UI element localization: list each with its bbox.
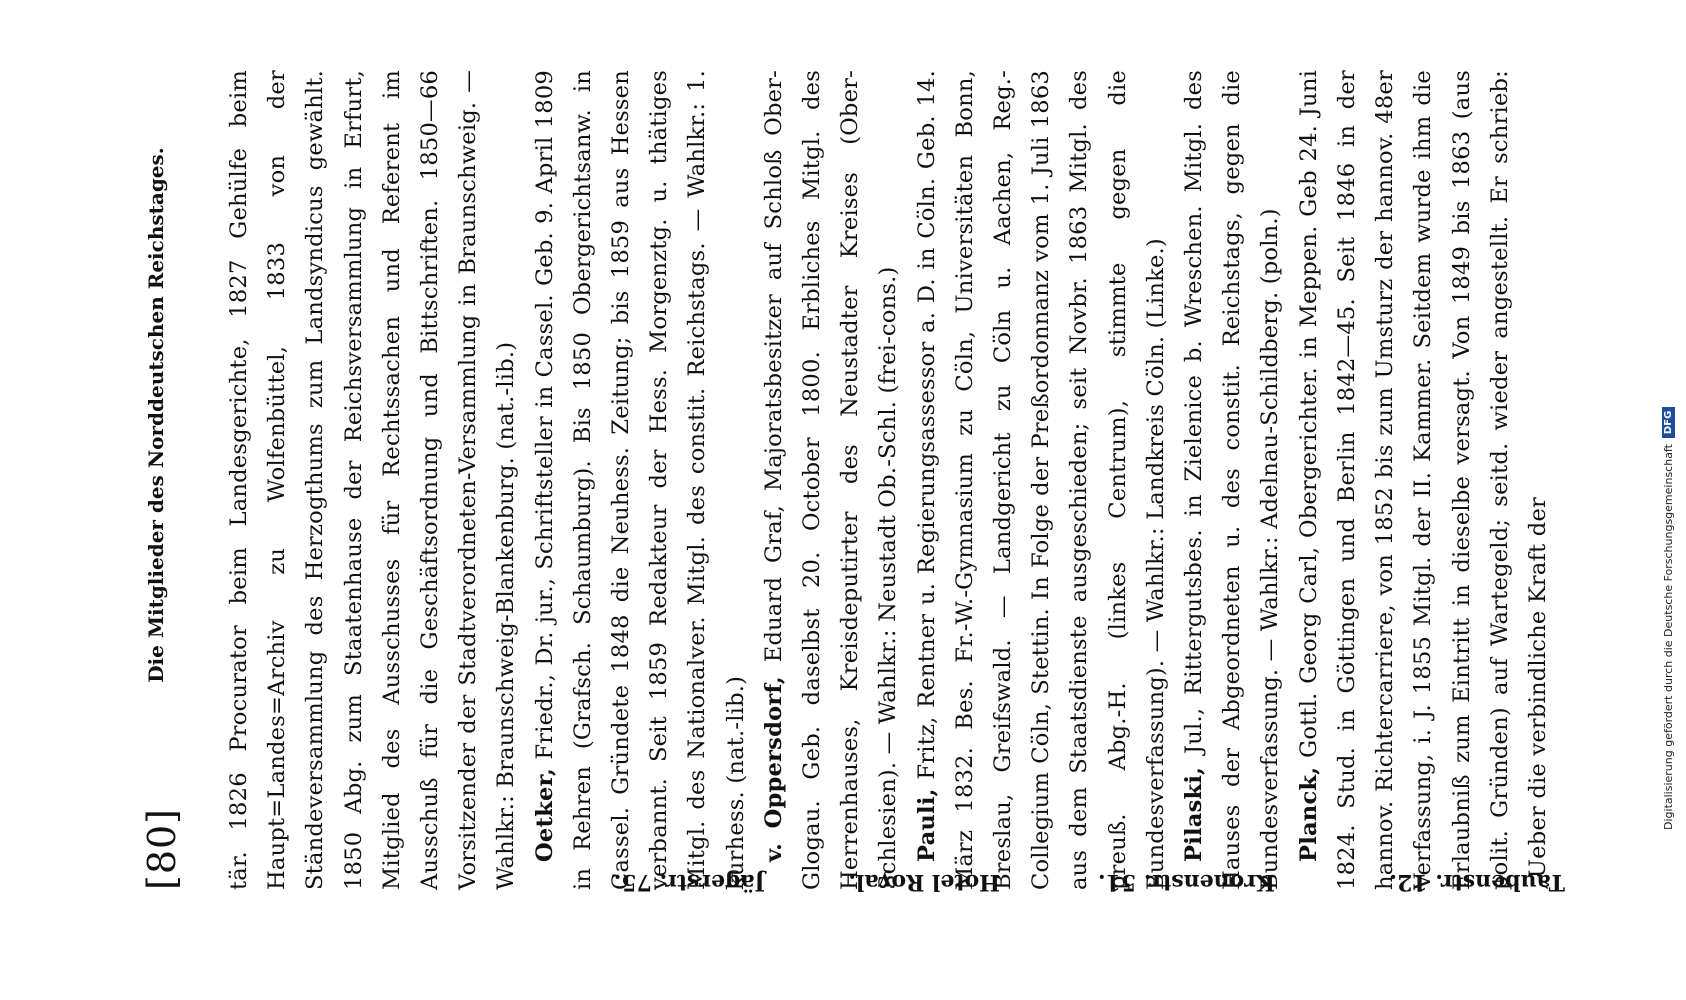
entry-pilaski xyxy=(1175,70,1290,890)
entry-name: Planck, xyxy=(1295,766,1322,862)
digitization-stamp xyxy=(1658,0,1678,830)
entry-text: Eduard Graf, Majoratsbesitzer auf Schloß Ober-Glogau. Geb. daselbst 20. October 1800. Erbliches Mitgl. des Herrenhauses, Kreisdeputirter des Neustadter Kreises (Ober-Schlesien). — Wahlkr.: Neustadt Ob.-Schl. (frei-cons.) xyxy=(760,69,902,890)
address-hotel-royal: Hotel Royal. xyxy=(848,869,1000,895)
entry-pauli xyxy=(908,70,1175,890)
entry-name: Pauli, xyxy=(913,788,940,862)
entry-text: tär. 1826 Procurator beim Landesgerichte, 1827 Gehülfe beim Haupt=Landes=Archiv zu Wolfenbüttel, 1833 von der Ständeversammlung des Herzogthums zum Landsyndicus gewählt. 1850 Abg. zum Staatenhause der Reichsversammlung in Erfurt, Mitglied des Ausschusses für Rechtssachen und Referent im Ausschuß für die Geschäftsordnung und Bittschriften. 1850—66 Vorsitzender der Stadtverordneten-Versammlung in Braunschweig. — Wahlkr.: Braunschweig-Blankenburg. (nat.-lib.) xyxy=(226,70,520,890)
entry-text: Gottl. Georg Carl, Obergerichter. in Meppen. Geb 24. Juni 1824. Stud. in Göttingen und Berlin 1842—45. Seit 1846 in der hannov. Richtercarriere, von 1852 bis zum Umsturz der hannov. 48er Verfassung, i. J. 1855 Mitgl. der II. Kammer. Seitdem wurde ihm die Erlaubniß zum Eintritt in dieselbe versagt. Von 1849 bis 1863 (aus polit. Gründen) auf Wartegeld; seitd. wieder angestellt. Er schrieb: „Ueber die verbindliche Kraft der xyxy=(1295,70,1551,890)
running-head: Die Mitglieder des Norddeutschen Reichstages. xyxy=(144,147,168,683)
entry-oppersdorf xyxy=(755,70,908,890)
address-kronenstr: Kronenstr. 51. xyxy=(1097,869,1275,895)
address-taubenstr: Taubenstr. 12. xyxy=(1389,869,1565,895)
entry-continuation xyxy=(220,70,526,890)
entry-text: Fritz, Rentner u. Regierungsassessor a. D. in Cöln. Geb. 14. März 1832. Bes. Fr.-W.-Gymnasium zu Cöln, Universitäten Bonn, Breslau, Greifswald. — Landgericht zu Cöln u. Aachen, Reg.-Collegium Cöln, Stettin. In Folge der Preßordonnanz vom 1. Juli 1863 aus dem Staatsdienste ausgeschieden; seit Novbr. 1863 Mitgl. des preuß. Abg.-H. (linkes Centrum), stimmte gegen die Bundesverfassung). — Wahlkr.: Landkreis Cöln. (Linke.) xyxy=(913,70,1169,890)
dfg-logo-icon: DFG xyxy=(1662,407,1675,438)
entry-text: Friedr., Dr. jur., Schriftsteller in Cassel. Geb. 9. April 1809 in Rehren (Grafsch. Schaumburg). Bis 1850 Obergerichtsanw. in Cassel. Gründete 1848 die Neuhess. Zeitung; bis 1859 aus Hessen verbannt. Seit 1859 Redakteur der Hess. Morgenztg. u. thätiges Mitgl. des Nationalver. Mitgl. des constit. Reichstags. — Wahlkr.: 1. kurhess. (nat.-lib.) xyxy=(531,70,749,890)
entry-name: Pilaski, xyxy=(1181,766,1208,862)
entry-planck xyxy=(1290,70,1557,890)
address-jaegerstr: Jägerstr. 75. xyxy=(613,869,765,895)
entry-text: Jul., Rittergutsbes. in Zielenice b. Wreschen. Mitgl. des Hauses der Abgeordneten u. des constit. Reichstags, gegen die Bundesverfassung. — Wahlkr.: Adelnau-Schildberg. (poln.) xyxy=(1181,70,1284,890)
rotated-page-content xyxy=(140,70,1560,890)
entry-name: v. Oppersdorf, xyxy=(760,676,787,862)
page-number: [80] xyxy=(140,807,184,890)
stamp-text: Digitalisierung gefördert durch die Deutsche Forschungsgemeinschaft xyxy=(1661,444,1675,830)
entry-oetker xyxy=(526,70,755,890)
entry-name: Oetker, xyxy=(531,767,558,862)
body-text xyxy=(220,70,1557,890)
address-column xyxy=(555,855,1565,895)
